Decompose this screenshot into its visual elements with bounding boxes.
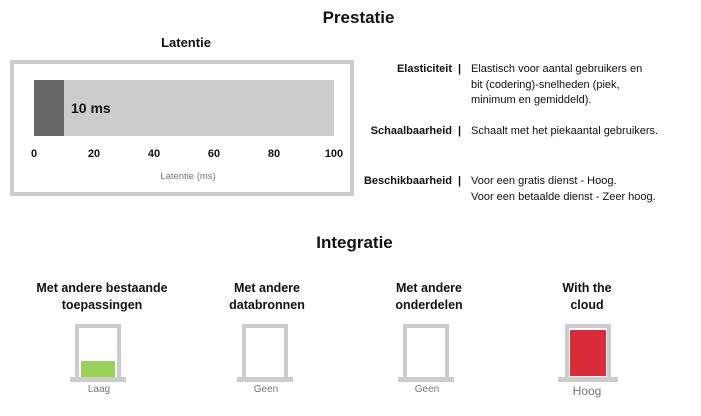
- integration-label-cloud: [507, 280, 667, 314]
- x-tick-label: 100: [324, 148, 344, 160]
- x-axis-label: Latentie (ms): [160, 171, 216, 182]
- property-text-line: minimum en gemiddeld).: [471, 94, 592, 106]
- x-tick-label: 0: [30, 148, 38, 160]
- x-tick-label: 60: [207, 148, 221, 160]
- integration-level-cloud: Hoog: [572, 384, 602, 398]
- integration-label-components: [349, 280, 509, 314]
- window-fill: [81, 361, 115, 378]
- property-label-scalability: Schaalbaarheid: [370, 125, 452, 137]
- integration-label-line: cloud: [570, 298, 604, 312]
- latency-chart-title: Latentie: [161, 35, 211, 50]
- integration-title: Integratie: [316, 233, 393, 252]
- integration-label-line: With the: [562, 281, 612, 295]
- integration-label-line: Met andere bestaande: [36, 281, 168, 295]
- latency-value-label: 10 ms: [71, 100, 111, 116]
- x-tick-label: 80: [267, 148, 281, 160]
- property-text-line: Voor een betaalde dienst - Zeer hoog.: [471, 190, 656, 203]
- integration-label-line: Met andere: [234, 281, 300, 295]
- latency-chart-svg: [14, 64, 350, 192]
- integration-label-line: toepassingen: [61, 298, 143, 312]
- window-sill: [237, 377, 293, 382]
- integration-label-applications: [22, 280, 182, 314]
- window-sill: [398, 377, 454, 382]
- property-text-line: Elastisch voor aantal gebruikers en: [471, 63, 643, 75]
- window-sill: [558, 377, 618, 382]
- latency-bar: [34, 80, 64, 136]
- x-tick-label: 40: [147, 148, 161, 160]
- window-frame: [242, 324, 288, 382]
- integration-level-components: Geen: [414, 384, 440, 395]
- window-sill: [70, 377, 126, 382]
- x-tick-label: 20: [87, 148, 101, 160]
- property-text-elasticity: [471, 62, 686, 109]
- integration-label-line: databronnen: [229, 298, 305, 312]
- integration-level-datasources: Geen: [253, 384, 279, 395]
- property-label-elasticity: Elasticiteit: [396, 63, 452, 75]
- integration-label-line: onderdelen: [395, 298, 463, 312]
- property-separator: |: [458, 125, 462, 137]
- window-fill: [570, 330, 606, 376]
- window-frame: [403, 324, 449, 382]
- integration-level-applications: Laag: [87, 384, 111, 395]
- property-separator: |: [458, 63, 462, 75]
- latency-chart: [10, 60, 354, 196]
- property-separator: |: [458, 175, 462, 187]
- performance-title: Prestatie: [322, 8, 395, 27]
- integration-label-line: Met andere: [396, 281, 462, 295]
- property-text-line: bit (codering)-snelheden (piek,: [471, 78, 620, 91]
- integration-label-datasources: [187, 280, 347, 314]
- property-label-availability: Beschikbaarheid: [363, 175, 452, 187]
- property-text-availability: [471, 174, 686, 205]
- property-text-scalability: [471, 124, 686, 140]
- property-text-line: Voor een gratis dienst - Hoog.: [471, 175, 617, 187]
- property-text-line: Schaalt met het piekaantal gebruikers.: [471, 125, 659, 137]
